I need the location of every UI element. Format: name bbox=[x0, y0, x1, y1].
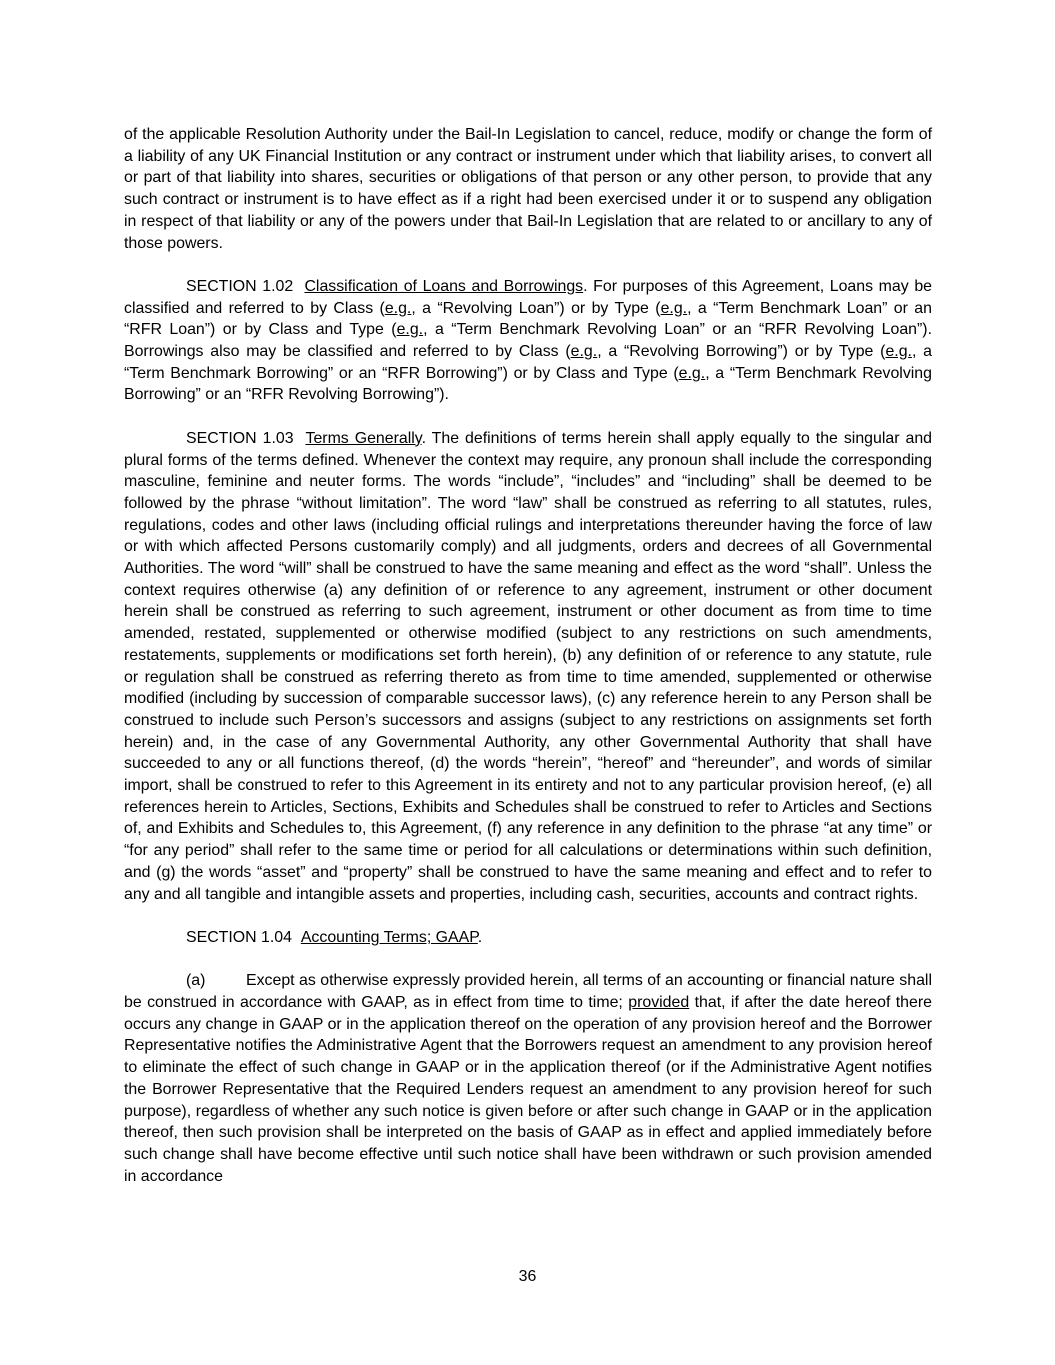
section-1-02 bbox=[124, 276, 932, 406]
section-1-04 bbox=[124, 927, 932, 949]
text-run: , a “Revolving Loan”) or by Type ( bbox=[411, 299, 661, 317]
page-number: 36 bbox=[518, 1268, 537, 1285]
clause-label: (a) bbox=[186, 972, 206, 990]
section-body bbox=[478, 929, 482, 946]
text-run: . For purposes of this Agreement, Loans may be classified and referred to by Class ( bbox=[124, 277, 932, 317]
section-body bbox=[124, 430, 932, 903]
section-body bbox=[124, 278, 932, 404]
text-run: , a “Term Benchmark Loan” or an “RFR Loan”) or by Class and Type ( bbox=[124, 299, 932, 339]
text-run: , a “Revolving Borrowing”) or by Type ( bbox=[597, 343, 886, 361]
text-run: , a “Term Benchmark Revolving Loan” or an “RFR Revolving Loan”). Borrowings also may be classified and referred to by Class ( bbox=[124, 321, 932, 361]
section-heading: Classification of Loans and Borrowings bbox=[304, 277, 584, 295]
section-heading: Terms Generally bbox=[305, 429, 422, 447]
underlined-text: e.g. bbox=[384, 299, 412, 317]
text-run: that, if after the date hereof there occurs any change in GAAP or in the application thereof on the operation of any provision hereof and the Borrower Representative notifies the Administrative Agent that the Borrowers request an amendment to any provision hereof to eliminate the effect of such change in GAAP or in the application thereof (or if the Administrative Agent notifies the Borrower Representative that the Required Lenders request an amendment to any provision hereof for such purpose), regardless of whether any such notice is given before or after such change in GAAP or in the application thereof, then such provision shall be interpreted on the basis of GAAP as in effect and applied immediately before such change shall have become effective until such notice shall have been withdrawn or such provision amended in accordance bbox=[124, 994, 932, 1185]
underlined-text: e.g. bbox=[660, 299, 688, 317]
section-number: SECTION 1.04 bbox=[186, 928, 292, 946]
text-run: . bbox=[477, 928, 483, 946]
continued-paragraph: of the applicable Resolution Authority under the Bail-In Legislation to cancel, reduce, modify or change the form of a liability of any UK Financial Institution or any contract or instrument under which that liability arises, to convert all or part of that liability into shares, securities or obligations of that person or any other person, to provide that any such contract or instrument is to have effect as if a right had been exercised under it or to suspend any obligation in respect of that liability or any of the powers under that Bail-In Legislation that are related to or ancillary to any of those powers. bbox=[124, 126, 932, 252]
section-heading: Accounting Terms; GAAP bbox=[300, 928, 478, 946]
clause-a bbox=[124, 970, 932, 1187]
page-body bbox=[124, 124, 932, 1187]
text-run: , a “Term Benchmark Borrowing” or an “RFR Borrowing”) or by Class and Type ( bbox=[124, 343, 932, 382]
underlined-text: e.g. bbox=[885, 343, 912, 361]
underlined-text: e.g. bbox=[678, 364, 706, 382]
section-1-03 bbox=[124, 428, 932, 905]
text-run: Except as otherwise expressly provided herein, all terms of an accounting or financial nature shall be construed in accordance with GAAP, as in effect from time to time; bbox=[124, 972, 932, 1012]
text-run: , a “Term Benchmark Revolving Borrowing” or an “RFR Revolving Borrowing”). bbox=[124, 364, 932, 404]
clause-body bbox=[124, 972, 932, 1184]
text-run: . The definitions of terms herein shall apply equally to the singular and plural forms of the terms defined. Whenever the context may require, any pronoun shall include the corresponding masculine, feminine and neuter forms. The words “include”, “includes” and “including” shall be deemed to be followed by the phrase “without limitation”. The word “law” shall be construed as referring to all statutes, rules, regulations, codes and other laws (including official rulings and interpretations thereunder having the force of law or with which affected Persons customarily comply) and all judgments, orders and decrees of all Governmental Authorities. The word “will” shall be construed to have the same meaning and effect as the word “shall”. Unless the context requires otherwise (a) any definition of or reference to any agreement, instrument or other document herein shall be construed as referring to such agreement, instrument or other document as from time to time amended, restated, supplemented or otherwise modified (subject to any restrictions on such amendments, restatements, supplements or modifications set forth herein), (b) any definition of or reference to any statute, rule or regulation shall be construed as referring thereto as from time to time amended, supplemented or otherwise modified (including by succession of comparable successor laws), (c) any reference herein to any Person shall be construed to include such Person’s successors and assigns (subject to any restrictions on assignments set forth herein) and, in the case of any Governmental Authority, any other Governmental Authority that shall have succeeded to any or all functions thereof, (d) the words “herein”, “hereof” and “hereunder”, and words of similar import, shall be construed to refer to this Agreement in its entirety and not to any particular provision hereof, (e) all references herein to Articles, Sections, Exhibits and Schedules shall be construed to refer to Articles and Sections of, and Exhibits and Schedules to, this Agreement, (f) any reference in any definition to the phrase “at any time” or “for any period” shall refer to the same time or period for all calculations or determinations within such definition, and (g) the words “asset” and “property” shall be construed to have the same meaning and effect and to refer to any and all tangible and intangible assets and properties, including cash, securities, accounts and contract rights. bbox=[124, 429, 932, 903]
underlined-text: e.g. bbox=[570, 343, 598, 361]
section-number: SECTION 1.02 bbox=[186, 277, 294, 295]
underlined-text: provided bbox=[628, 994, 690, 1012]
underlined-text: e.g. bbox=[396, 321, 424, 339]
section-number: SECTION 1.03 bbox=[186, 429, 294, 447]
